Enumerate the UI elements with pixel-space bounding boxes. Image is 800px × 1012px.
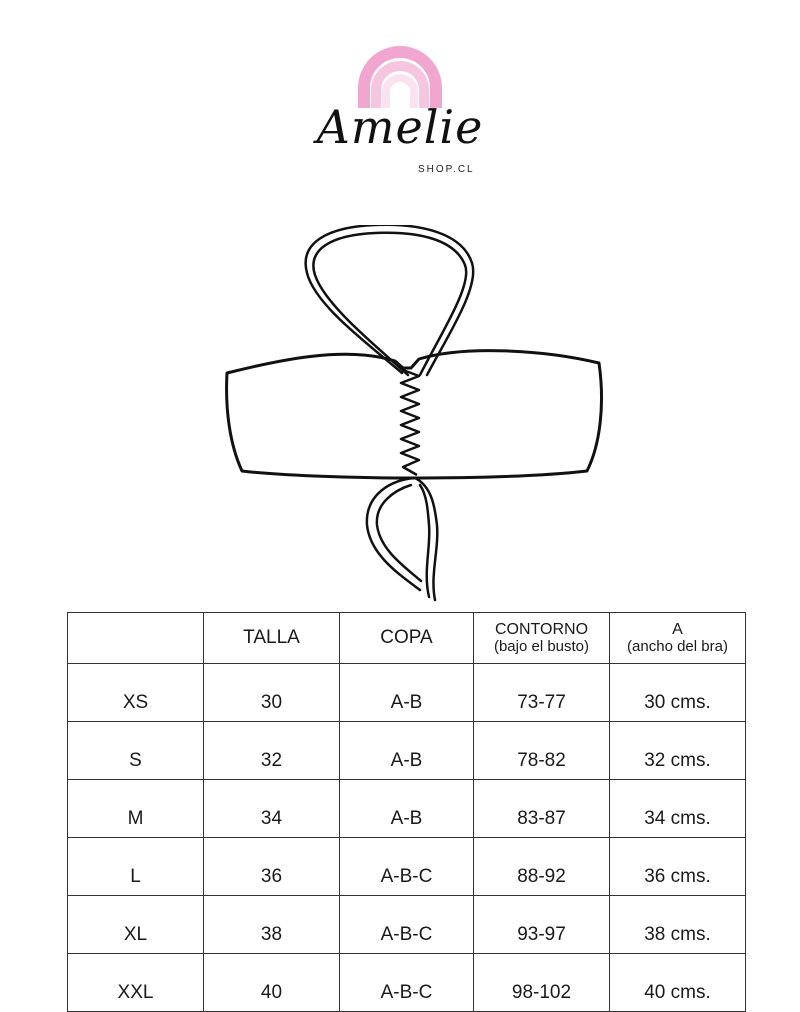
header-contour-sub: (bajo el busto) bbox=[493, 638, 590, 655]
row-contour: 98-102 bbox=[474, 954, 610, 1012]
row-contour: 78-82 bbox=[474, 722, 610, 780]
header-size: TALLA bbox=[204, 613, 340, 664]
table-row bbox=[68, 838, 746, 896]
bandeau-halter-top-illustration bbox=[215, 225, 615, 610]
row-label: XS bbox=[68, 664, 204, 722]
row-cup: A-B-C bbox=[340, 896, 474, 954]
row-label: M bbox=[68, 780, 204, 838]
table-header-row bbox=[68, 613, 746, 664]
header-contour-label: CONTORNO bbox=[494, 621, 589, 638]
brand-name: Amelie bbox=[316, 100, 484, 154]
table-row bbox=[68, 896, 746, 954]
header-contour bbox=[474, 613, 610, 664]
rainbow-icon bbox=[358, 46, 442, 108]
row-size: 38 bbox=[204, 896, 340, 954]
row-width: 34 cms. bbox=[610, 780, 746, 838]
table-row bbox=[68, 664, 746, 722]
header-width-sub: (ancho del bra) bbox=[627, 638, 728, 655]
row-size: 34 bbox=[204, 780, 340, 838]
row-cup: A-B-C bbox=[340, 838, 474, 896]
table-row bbox=[68, 780, 746, 838]
row-label: S bbox=[68, 722, 204, 780]
header-blank bbox=[68, 613, 204, 664]
row-label: XXL bbox=[68, 954, 204, 1012]
size-chart-table bbox=[67, 612, 746, 1012]
row-size: 36 bbox=[204, 838, 340, 896]
row-cup: A-B bbox=[340, 664, 474, 722]
header-width-label: A bbox=[672, 621, 683, 638]
row-label: XL bbox=[68, 896, 204, 954]
brand-logo bbox=[300, 40, 500, 190]
table-row bbox=[68, 954, 746, 1012]
row-size: 32 bbox=[204, 722, 340, 780]
header-cup: COPA bbox=[340, 613, 474, 664]
row-width: 40 cms. bbox=[610, 954, 746, 1012]
row-contour: 88-92 bbox=[474, 838, 610, 896]
brand-subtitle: SHOP.CL bbox=[418, 164, 475, 175]
row-size: 40 bbox=[204, 954, 340, 1012]
row-size: 30 bbox=[204, 664, 340, 722]
row-cup: A-B bbox=[340, 722, 474, 780]
row-contour: 73-77 bbox=[474, 664, 610, 722]
row-width: 36 cms. bbox=[610, 838, 746, 896]
row-label: L bbox=[68, 838, 204, 896]
row-cup: A-B bbox=[340, 780, 474, 838]
row-cup: A-B-C bbox=[340, 954, 474, 1012]
row-width: 38 cms. bbox=[610, 896, 746, 954]
row-width: 30 cms. bbox=[610, 664, 746, 722]
row-width: 32 cms. bbox=[610, 722, 746, 780]
header-width bbox=[610, 613, 746, 664]
row-contour: 93-97 bbox=[474, 896, 610, 954]
row-contour: 83-87 bbox=[474, 780, 610, 838]
table-row bbox=[68, 722, 746, 780]
